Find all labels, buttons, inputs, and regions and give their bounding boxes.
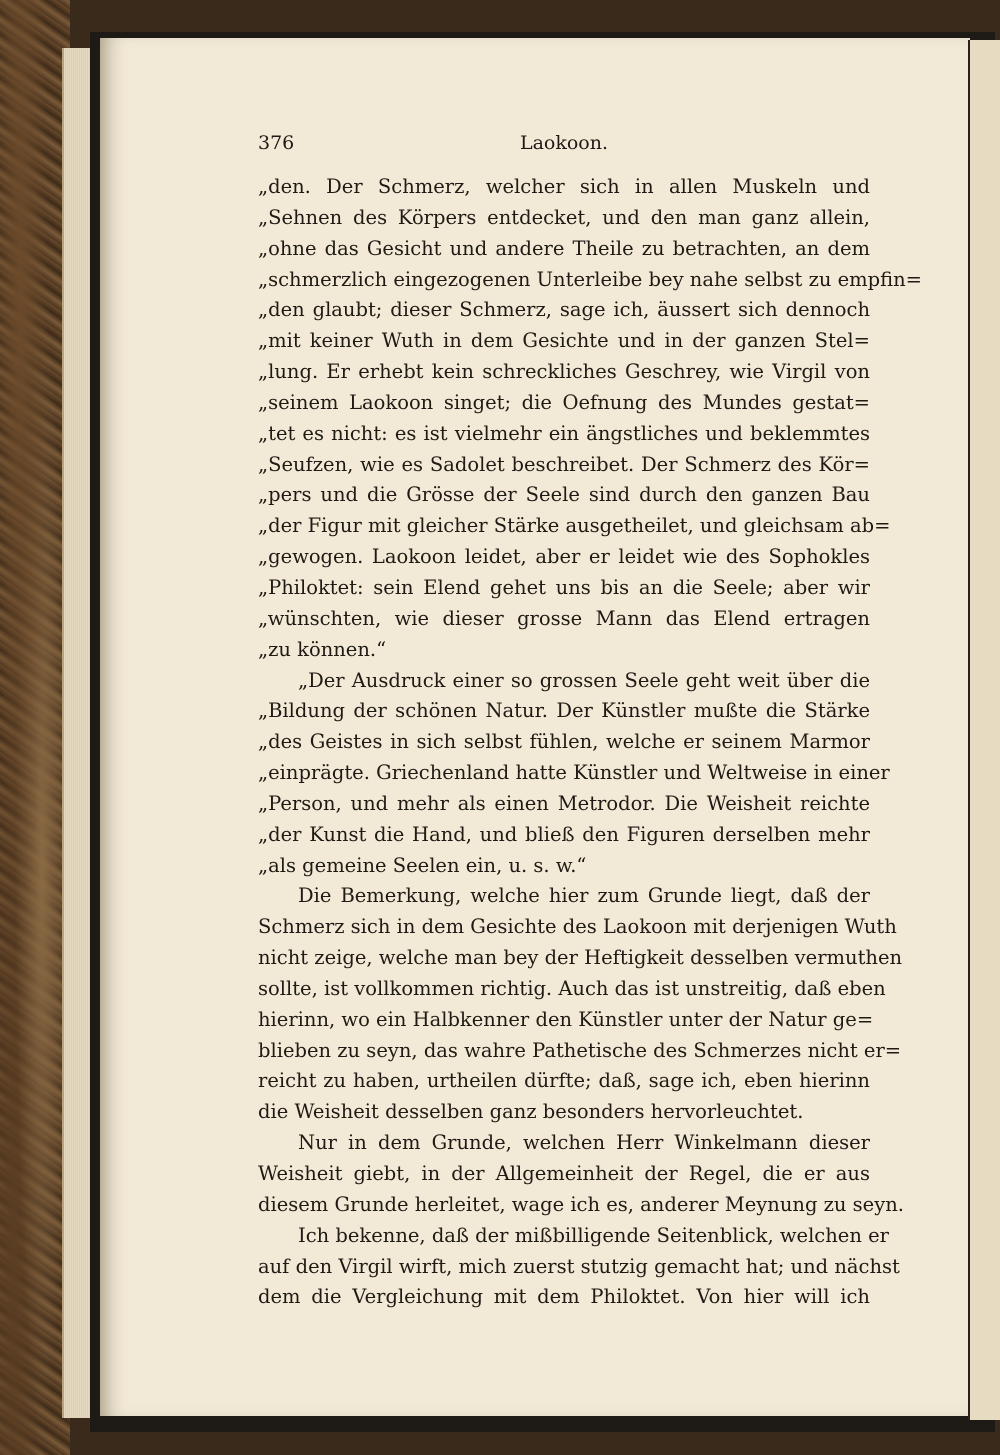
text-line: „schmerzlich eingezogenen Unterleibe bey nahe selbst zu empfin= (258, 267, 923, 291)
text-line: dem die Vergleichung mit dem Philoktet. Von hier will ich (258, 1285, 870, 1309)
text-line: Weisheit giebt, in der Allgemeinheit der Regel, die er aus (258, 1162, 870, 1185)
text-line: „der Figur mit gleicher Stärke ausgetheilet, und gleichsam ab= (258, 514, 891, 538)
text-line: Nur in dem Grunde, welchen Herr Winkelmann dieser (298, 1131, 870, 1155)
page-number: 376 (258, 132, 295, 154)
text-line: nicht zeige, welche man bey der Heftigkeit desselben vermuthen (258, 946, 903, 970)
text-line: Die Bemerkung, welche hier zum Grunde liegt, daß der (298, 884, 870, 908)
text-line: „zu können.“ (258, 637, 387, 661)
text-line: „tet es nicht: es ist vielmehr ein ängstliches und beklemmtes (258, 421, 870, 445)
text-line: „der Kunst die Hand, und bließ den Figuren derselben mehr (258, 822, 870, 846)
text-line: „lung. Er erhebt kein schreckliches Geschrey, wie Virgil von (258, 360, 870, 384)
text-line: „des Geistes in sich selbst fühlen, welche er seinem Marmor (258, 730, 870, 754)
text-line: sollte, ist vollkommen richtig. Auch das ist unstreitig, daß eben (258, 976, 886, 1000)
running-head: Laokoon. (519, 132, 609, 154)
text-line: „einprägte. Griechenland hatte Künstler und Weltweise in einer (258, 761, 890, 785)
text-line: auf den Virgil wirft, mich zuerst stutzig gemacht hat; und nächst (258, 1254, 900, 1278)
text-line: blieben zu seyn, das wahre Pathetische des Schmerzes nicht er= (258, 1038, 902, 1062)
body-text (258, 172, 923, 1313)
text-line: „den glaubt; dieser Schmerz, sage ich, äussert sich dennoch (258, 298, 870, 322)
text-line: „Der Ausdruck einer so grossen Seele geht weit über die (298, 668, 870, 692)
text-line: „seinem Laokoon singet; die Oefnung des Mundes gestat= (258, 390, 870, 414)
text-line: Schmerz sich in dem Gesichte des Laokoon mit derjenigen Wuth (258, 915, 897, 939)
text-line: „gewogen. Laokoon leidet, aber er leidet wie des Sophokles (258, 545, 870, 569)
text-line: diesem Grunde herleitet, wage ich es, anderer Meynung zu seyn. (258, 1192, 904, 1216)
text-line: reicht zu haben, urtheilen dürfte; daß, sage ich, eben hierinn (258, 1069, 870, 1093)
text-line: „Philoktet: sein Elend gehet uns bis an die Seele; aber wir (258, 575, 870, 599)
text-line: „Seufzen, wie es Sadolet beschreibet. Der Schmerz des Kör= (258, 452, 870, 476)
text-line: „den. Der Schmerz, welcher sich in allen Muskeln und (258, 175, 870, 198)
text-line: hierinn, wo ein Halbkenner den Künstler unter der Natur ge= (258, 1007, 874, 1031)
text-line: „mit keiner Wuth in dem Gesichte und in der ganzen Stel= (258, 329, 870, 353)
text-line: die Weisheit desselben ganz besonders hervorleuchtet. (258, 1100, 804, 1124)
text-line: „wünschten, wie dieser grosse Mann das Elend ertragen (258, 606, 870, 630)
text-line: „pers und die Grösse der Seele sind durch den ganzen Bau (258, 483, 870, 507)
book-cover-marbled (0, 0, 70, 1455)
text-line: „ohne das Gesicht und andere Theile zu betrachten, an dem (258, 236, 870, 260)
text-line: Ich bekenne, daß der mißbilligende Seitenblick, welchen er (298, 1223, 889, 1247)
text-line: „Person, und mehr als einen Metrodor. Die Weisheit reichte (258, 791, 870, 815)
text-line: „Sehnen des Körpers entdecket, und den man ganz allein, (258, 205, 870, 229)
text-line: „als gemeine Seelen ein, u. s. w.“ (258, 853, 587, 877)
page-header (258, 128, 870, 164)
facing-page-edge (968, 40, 1000, 1420)
text-line: „Bildung der schönen Natur. Der Künstler mußte die Stärke (258, 699, 870, 723)
